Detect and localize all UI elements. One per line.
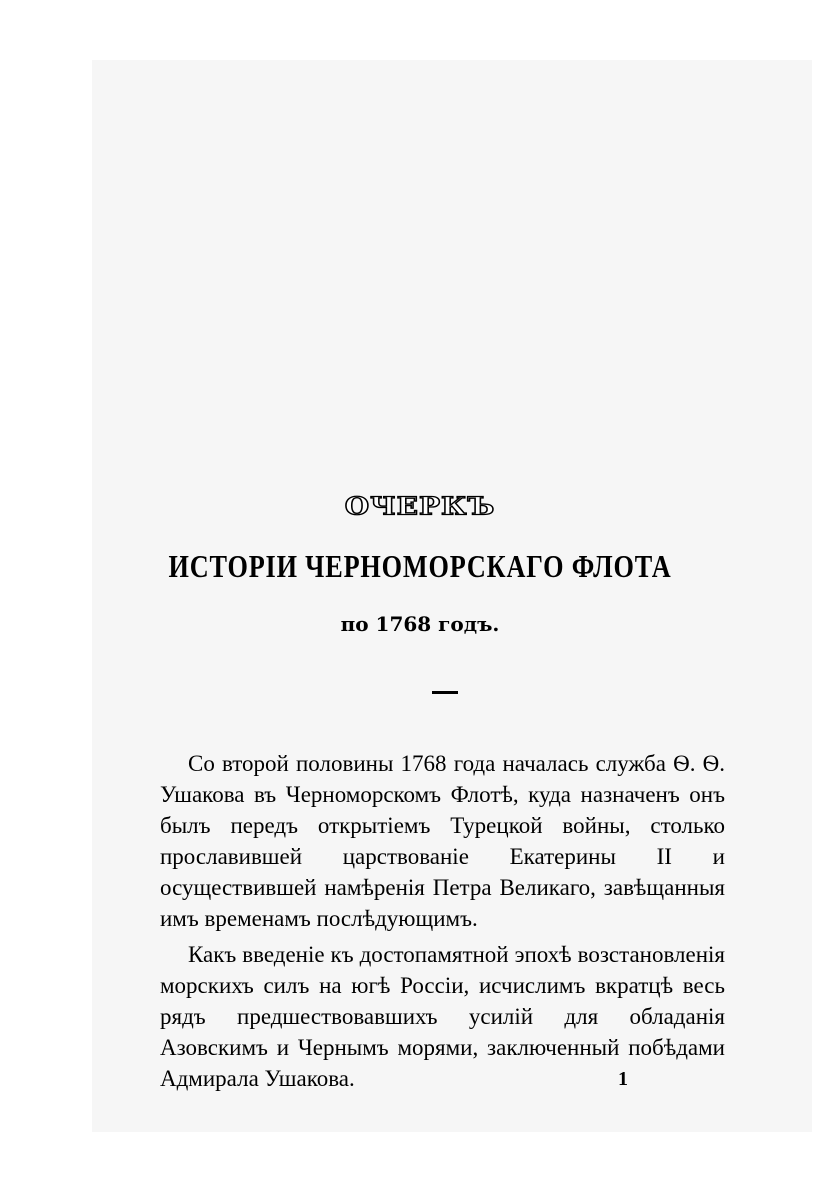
title-subtitle: ИСТОРІИ ЧЕРНОМОРСКАГО ФЛОТА bbox=[168, 548, 672, 584]
paragraph-2: Какъ введеніе къ достопамятной эпохѣ возстановленія морскихъ силъ на югѣ Россіи, исчислимъ вкратцѣ весь рядъ предшествовавшихъ усилій для обладанія Азовскимъ и Чернымъ морями, заключенный побѣдами Адмирала Ушакова. bbox=[160, 942, 725, 1091]
paragraph-1: Со второй половины 1768 года началась служба Ѳ. Ѳ. Ушакова въ Черноморскомъ Флотѣ, куда назначенъ онъ былъ передъ открытіемъ Турецкой войны, столько прославившей царствованіе Екатерины II и осуществившей намѣренія Петра Великаго, завѣщанныя имъ временамъ послѣдующимъ. bbox=[160, 751, 725, 931]
page-number: 1 bbox=[618, 1068, 628, 1090]
title-main: ОЧЕРКЪ bbox=[344, 492, 496, 521]
separator-dash bbox=[432, 691, 458, 694]
body-text bbox=[160, 748, 725, 1099]
title-year: по 1768 годъ. bbox=[340, 612, 500, 636]
